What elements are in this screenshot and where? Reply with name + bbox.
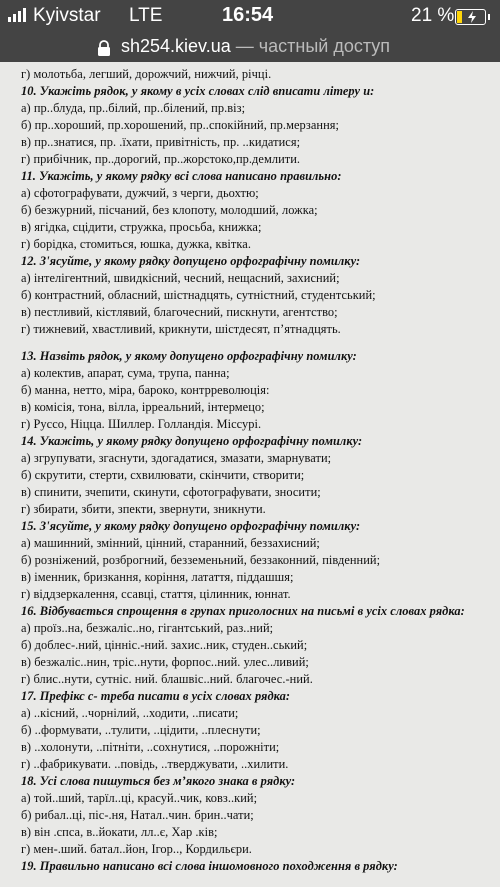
- question-heading: 13. Назвіть рядок, у якому допущено орфографічну помилку:: [21, 349, 357, 363]
- answer-option: б) рибал..ці, піс-.ня, Натал..чин. брин..чати;: [21, 808, 254, 822]
- battery-percent: 21 %: [411, 5, 455, 26]
- question-heading: 12. З'ясуйте, у якому рядку допущено орфографічну помилку:: [21, 254, 361, 268]
- signal-icon: [8, 8, 26, 22]
- question-heading: 15. З'ясуйте, у якому рядку допущено орфографічну помилку:: [21, 519, 361, 533]
- question-heading: 19. Правильно написано всі слова іншомовного походження в рядку:: [21, 859, 398, 873]
- separator: —: [230, 36, 259, 56]
- lock-icon: [97, 40, 111, 56]
- answer-option: б) манна, нетто, міра, бароко, контрреволюція:: [21, 383, 270, 397]
- answer-option: б) ..формувати, ..тулити, ..цідити, ..плеснути;: [21, 723, 261, 737]
- answer-option: б) контрастний, обласний, шістнадцять, сутністний, студентський;: [21, 288, 376, 302]
- document-page: [0, 62, 500, 887]
- answer-option: в) іменник, бризкання, коріння, латаття, піддашшя;: [21, 570, 294, 584]
- question-heading: 14. Укажіть, у якому рядку допущено орфографічну помилку:: [21, 434, 363, 448]
- answer-option: а) ..кісний, ..чорнілий, ..ходити, ..писати;: [21, 706, 239, 720]
- url-text[interactable]: [121, 36, 390, 57]
- question-heading: 17. Префікс с- треба писати в усіх словах рядка:: [21, 689, 291, 703]
- question-heading: 18. Усі слова пишуться без м’якого знака в рядку:: [21, 774, 296, 788]
- answer-option: в) ..холонути, ..пітніти, ..сохнутися, ..порожніти;: [21, 740, 280, 754]
- status-bar: [0, 0, 500, 34]
- answer-option: в) безжаліс..нин, тріс..нути, форпос..ний. улес..ливий;: [21, 655, 309, 669]
- answer-option: в) комісія, тона, вілла, ірреальний, інтермецо;: [21, 400, 265, 414]
- answer-option: г) ..фабрикувати. ..повідь, ..тверджувати, ..хилити.: [21, 757, 289, 771]
- battery-icon: [455, 9, 486, 25]
- question-heading: 11. Укажіть, у якому рядку всі слова написано правильно:: [21, 169, 342, 183]
- answer-option: б) безжурний, пісчаний, без клопоту, молодший, ложка;: [21, 203, 318, 217]
- privacy-label: частный доступ: [258, 36, 391, 56]
- clock: 16:54: [222, 4, 274, 26]
- answer-option: а) проїз..на, безжаліс..но, гігантський, раз..ний;: [21, 621, 274, 635]
- answer-option: а) машинний, змінний, цінний, старанний, беззахисний;: [21, 536, 320, 550]
- carrier-name: Kyivstar: [33, 5, 101, 26]
- answer-option: б) розніжений, розброгний, безземеньний, беззаконний, південний;: [21, 553, 381, 567]
- answer-option: в) пестливий, кістлявий, благочесний, пискнути, агентство;: [21, 305, 338, 319]
- answer-option: а) колектив, апарат, сума, трупа, панна;: [21, 366, 230, 380]
- question-heading: 10. Укажіть рядок, у якому в усіх словах слід вписати літеру и:: [21, 84, 375, 98]
- answer-option: б) доблес-.ний, цінніс.-ний. захис..ник, студен..ський;: [21, 638, 308, 652]
- answer-option: г) тижневий, хвастливий, крикнути, шістдесят, п’ятнадцять.: [21, 322, 341, 336]
- answer-option: г) збирати, збити, зпекти, звернути, зникнути.: [21, 502, 266, 516]
- answer-option: в) він .спса, в..йокати, лл..є, Хар .ків;: [21, 825, 218, 839]
- answer-option: в) спинити, зчепити, скинути, сфотографувати, зносити;: [21, 485, 321, 499]
- answer-option: г) блис..нути, сутніс. ний. блашвіс..ний. благочес.-ний.: [21, 672, 313, 686]
- answer-option: в) пр..знатися, пр. .їхати, привітність, пр. ..кидатися;: [21, 135, 301, 149]
- domain-name: sh254.kiev.ua: [121, 36, 231, 56]
- answer-option: а) сфотографувати, дужчий, з черги, дьохтю;: [21, 186, 259, 200]
- answer-option: б) скрутити, стерти, схвилювати, скінчити, створити;: [21, 468, 305, 482]
- question-heading: 16. Відбувається спрощення в групах приголосних на письмі в усіх словах рядка:: [21, 604, 465, 618]
- answer-option: г) віддзеркалення, ссавці, стаття, цілинник, юннат.: [21, 587, 291, 601]
- answer-option: в) ягідка, сцідити, стружка, просьба, книжка;: [21, 220, 262, 234]
- answer-option: г) Руссо, Ніцца. Шиллер. Голландія. Міссурі.: [21, 417, 262, 431]
- network-type: LTE: [129, 5, 163, 26]
- answer-option: а) згрупувати, згаснути, здогадатися, змазати, змарнувати;: [21, 451, 332, 465]
- answer-option: а) той..ший, тарїл..ці, красуй..чик, ковз..кий;: [21, 791, 258, 805]
- answer-option: а) пр..блуда, пр..білий, пр..білений, пр.віз;: [21, 101, 246, 115]
- address-bar[interactable]: [0, 34, 500, 62]
- answer-option: г) молотьба, легший, дорожчий, нижчий, річці.: [21, 67, 272, 81]
- answer-option: г) борідка, стомиться, юшка, дужка, квітка.: [21, 237, 251, 251]
- answer-option: г) мен-.ший. батал..йон, Ігор.., Кордильєри.: [21, 842, 252, 856]
- answer-option: а) інтелігентний, швидкісний, чесний, нещасний, захисний;: [21, 271, 340, 285]
- answer-option: б) пр..хороший, пр.хорошений, пр..спокійний, пр.мерзання;: [21, 118, 340, 132]
- answer-option: г) прибічник, пр..дорогий, пр..жорстоко,пр.демлити.: [21, 152, 301, 166]
